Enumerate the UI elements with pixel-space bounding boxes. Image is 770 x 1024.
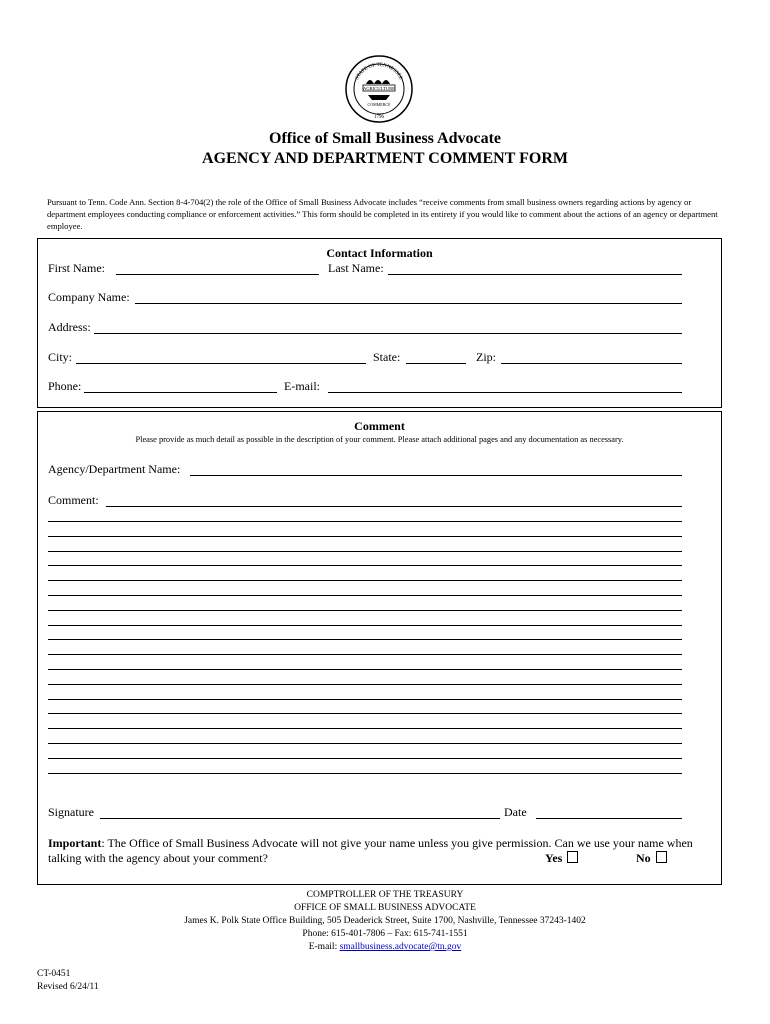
comment-line[interactable] — [48, 610, 682, 611]
form-title: AGENCY AND DEPARTMENT COMMENT FORM — [202, 150, 568, 167]
seal-agriculture-text: AGRICULTURE — [363, 86, 395, 91]
comment-line[interactable] — [48, 625, 682, 626]
city-field[interactable] — [76, 363, 366, 364]
contact-information-section — [37, 238, 722, 408]
footer-email-line — [0, 941, 770, 953]
comment-line[interactable] — [48, 639, 682, 640]
important-label: Important — [48, 836, 102, 850]
zip-field[interactable] — [501, 363, 682, 364]
comment-line-first[interactable] — [106, 506, 682, 507]
important-notice — [48, 836, 718, 866]
footer-comptroller: COMPTROLLER OF THE TREASURY — [306, 890, 464, 900]
agency-department-label: Agency/Department Name: — [48, 462, 181, 476]
no-checkbox[interactable] — [656, 851, 667, 863]
signature-field[interactable] — [100, 818, 500, 819]
first-name-label: First Name: — [48, 261, 105, 275]
comment-line[interactable] — [48, 580, 682, 581]
last-name-label: Last Name: — [328, 261, 384, 275]
zip-label: Zip: — [476, 350, 496, 364]
last-name-field[interactable] — [388, 274, 682, 275]
seal-year-text: 1796 — [374, 115, 384, 120]
comment-line[interactable] — [48, 684, 682, 685]
state-field[interactable] — [406, 363, 466, 364]
page-title: Office of Small Business Advocate — [269, 130, 501, 147]
city-label: City: — [48, 350, 73, 364]
address-field[interactable] — [94, 333, 682, 334]
footer-email-label: E-mail: — [308, 942, 340, 952]
phone-field[interactable] — [84, 392, 277, 393]
first-name-field[interactable] — [116, 274, 319, 275]
footer-address: James K. Polk State Office Building, 505 Deaderick Street, Suite 1700, Nashville, Tennessee 37243-1402 — [184, 916, 586, 926]
revised-date: Revised 6/24/11 — [37, 982, 99, 992]
comment-heading: Comment — [354, 419, 405, 433]
comment-section — [37, 411, 722, 885]
signature-label: Signature — [48, 805, 94, 819]
company-name-label: Company Name: — [48, 290, 130, 304]
important-text: : The Office of Small Business Advocate will not give your name unless you give permission. Can we use your name when talking with the agency about your comment? — [48, 836, 693, 865]
address-label: Address: — [48, 320, 91, 334]
comment-line[interactable] — [48, 536, 682, 537]
comment-line[interactable] — [48, 654, 682, 655]
comment-instructions: Please provide as much detail as possible in the description of your comment. Please attach additional pages and any documentation as necessary. — [135, 435, 624, 444]
yes-label: Yes — [545, 851, 563, 865]
tennessee-state-seal — [344, 54, 414, 124]
comment-line[interactable] — [48, 728, 682, 729]
agency-department-field[interactable] — [190, 475, 682, 476]
comment-line[interactable] — [48, 595, 682, 596]
no-label: No — [636, 851, 651, 865]
footer-email-link[interactable]: smallbusiness.advocate@tn.gov — [339, 942, 462, 952]
comment-line[interactable] — [48, 551, 682, 552]
comment-line[interactable] — [48, 669, 682, 670]
yes-option[interactable] — [545, 851, 578, 866]
comment-label: Comment: — [48, 493, 99, 507]
contact-heading: Contact Information — [326, 246, 433, 260]
email-field[interactable] — [328, 392, 682, 393]
comment-line[interactable] — [48, 713, 682, 714]
date-field[interactable] — [536, 818, 682, 819]
email-label: E-mail: — [284, 379, 320, 393]
seal-commerce-text: COMMERCE — [367, 102, 391, 107]
comment-line[interactable] — [48, 565, 682, 566]
comment-line[interactable] — [48, 743, 682, 744]
comment-line[interactable] — [48, 758, 682, 759]
state-label: State: — [373, 350, 401, 364]
footer-phone-fax: Phone: 615-401-7806 – Fax: 615-741-1551 — [302, 929, 468, 939]
comment-line[interactable] — [48, 773, 682, 774]
no-option[interactable] — [636, 851, 667, 866]
date-label: Date — [504, 805, 527, 819]
seal-ring-text: STATE OF TENNESSEE — [354, 61, 404, 81]
phone-label: Phone: — [48, 379, 82, 393]
form-id: CT-0451 — [37, 969, 71, 979]
comment-line[interactable] — [48, 521, 682, 522]
comment-line[interactable] — [48, 699, 682, 700]
footer-office: OFFICE OF SMALL BUSINESS ADVOCATE — [294, 903, 476, 913]
intro-paragraph: Pursuant to Tenn. Code Ann. Section 8-4-704(2) the role of the Office of Small Business Advocate includes “receive comments from small business owners regarding actions by agency or department employees conducting compliance or enforcement activities.” This form should be completed in its entirety if you would like to comment about the actions of an agency or department employee. — [47, 197, 718, 231]
yes-checkbox[interactable] — [567, 851, 578, 863]
company-name-field[interactable] — [135, 303, 682, 304]
